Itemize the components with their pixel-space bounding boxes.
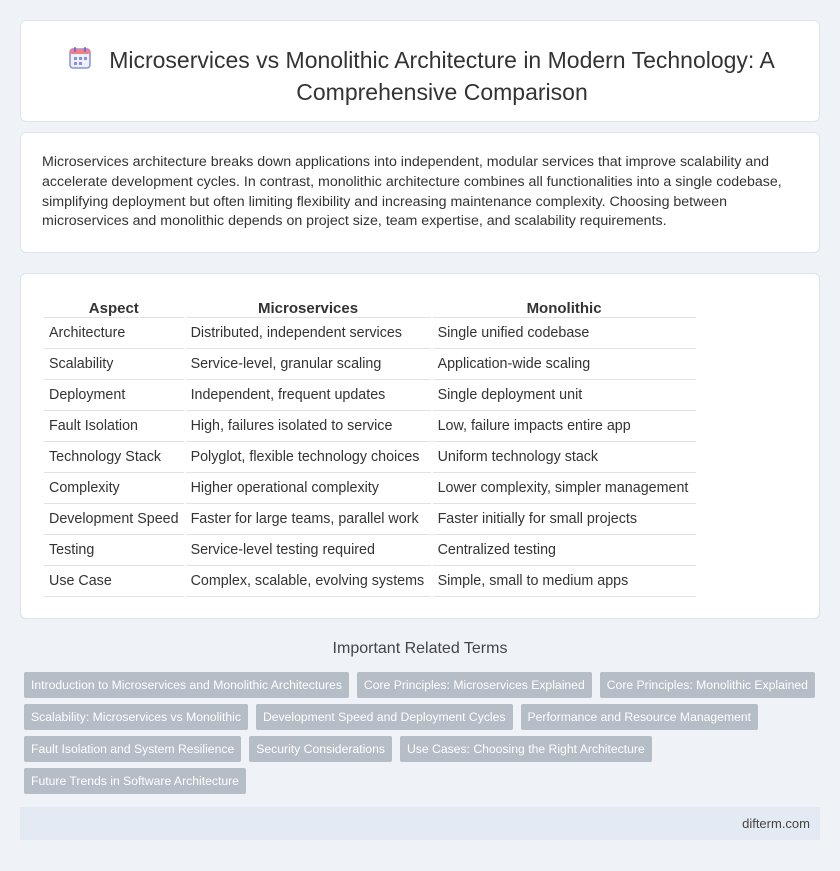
related-term-tag[interactable]: Use Cases: Choosing the Right Architecture: [400, 736, 652, 762]
related-terms-list: [24, 672, 824, 794]
cell-aspect: Technology Stack: [44, 442, 184, 473]
related-term-tag[interactable]: Future Trends in Software Architecture: [24, 768, 246, 794]
page-title: Microservices vs Monolithic Architecture in Modern Technology: A Comprehensive Comparison: [109, 47, 775, 105]
cell-aspect: Fault Isolation: [44, 411, 184, 442]
column-header-aspect: Aspect: [44, 296, 184, 318]
table-row: [44, 566, 696, 597]
related-term-tag[interactable]: Performance and Resource Management: [521, 704, 759, 730]
cell-microservices: Faster for large teams, parallel work: [186, 504, 431, 535]
cell-aspect: Development Speed: [44, 504, 184, 535]
cell-aspect: Complexity: [44, 473, 184, 504]
footer-site-link[interactable]: difterm.com: [742, 816, 810, 831]
related-term-tag[interactable]: Core Principles: Monolithic Explained: [600, 672, 815, 698]
table-row: [44, 318, 696, 349]
cell-monolithic: Lower complexity, simpler management: [433, 473, 696, 504]
cell-aspect: Use Case: [44, 566, 184, 597]
related-terms-title: Important Related Terms: [332, 640, 508, 657]
cell-microservices: Service-level testing required: [186, 535, 431, 566]
footer: [20, 807, 820, 840]
cell-monolithic: Centralized testing: [433, 535, 696, 566]
comparison-card: [20, 273, 820, 619]
cell-microservices: High, failures isolated to service: [186, 411, 431, 442]
cell-monolithic: Uniform technology stack: [433, 442, 696, 473]
cell-microservices: Independent, frequent updates: [186, 380, 431, 411]
cell-microservices: Distributed, independent services: [186, 318, 431, 349]
cell-aspect: Scalability: [44, 349, 184, 380]
table-row: [44, 535, 696, 566]
cell-monolithic: Single unified codebase: [433, 318, 696, 349]
related-term-tag[interactable]: Fault Isolation and System Resilience: [24, 736, 241, 762]
title-card: [20, 20, 820, 122]
cell-monolithic: Application-wide scaling: [433, 349, 696, 380]
comparison-table: [42, 296, 698, 597]
cell-aspect: Architecture: [44, 318, 184, 349]
table-row: [44, 411, 696, 442]
related-term-tag[interactable]: Security Considerations: [249, 736, 392, 762]
column-header-monolithic: Monolithic: [433, 296, 696, 318]
cell-monolithic: Simple, small to medium apps: [433, 566, 696, 597]
cell-microservices: Complex, scalable, evolving systems: [186, 566, 431, 597]
related-term-tag[interactable]: Scalability: Microservices vs Monolithic: [24, 704, 248, 730]
table-body: [44, 318, 696, 597]
related-term-tag[interactable]: Core Principles: Microservices Explained: [357, 672, 592, 698]
table-header-row: [44, 296, 696, 318]
intro-text: Microservices architecture breaks down applications into independent, modular services that improve scalability and accelerate development cycles. In contrast, monolithic architecture combines all functionalities into a single codebase, simplifying deployment but often limiting flexibility and increasing maintenance complexity. Choosing between microservices and monolithic depends on project size, team expertise, and scalability requirements.: [42, 154, 782, 230]
cell-monolithic: Single deployment unit: [433, 380, 696, 411]
column-header-microservices: Microservices: [186, 296, 431, 318]
table-row: [44, 504, 696, 535]
table-row: [44, 380, 696, 411]
related-term-tag[interactable]: Introduction to Microservices and Monolithic Architectures: [24, 672, 349, 698]
cell-aspect: Deployment: [44, 380, 184, 411]
cell-monolithic: Low, failure impacts entire app: [433, 411, 696, 442]
cell-microservices: Higher operational complexity: [186, 473, 431, 504]
table-row: [44, 442, 696, 473]
cell-microservices: Service-level, granular scaling: [186, 349, 431, 380]
cell-aspect: Testing: [44, 535, 184, 566]
table-row: [44, 473, 696, 504]
related-term-tag[interactable]: Development Speed and Deployment Cycles: [256, 704, 513, 730]
table-row: [44, 349, 696, 380]
intro-card: [20, 132, 820, 253]
cell-monolithic: Faster initially for small projects: [433, 504, 696, 535]
cell-microservices: Polyglot, flexible technology choices: [186, 442, 431, 473]
